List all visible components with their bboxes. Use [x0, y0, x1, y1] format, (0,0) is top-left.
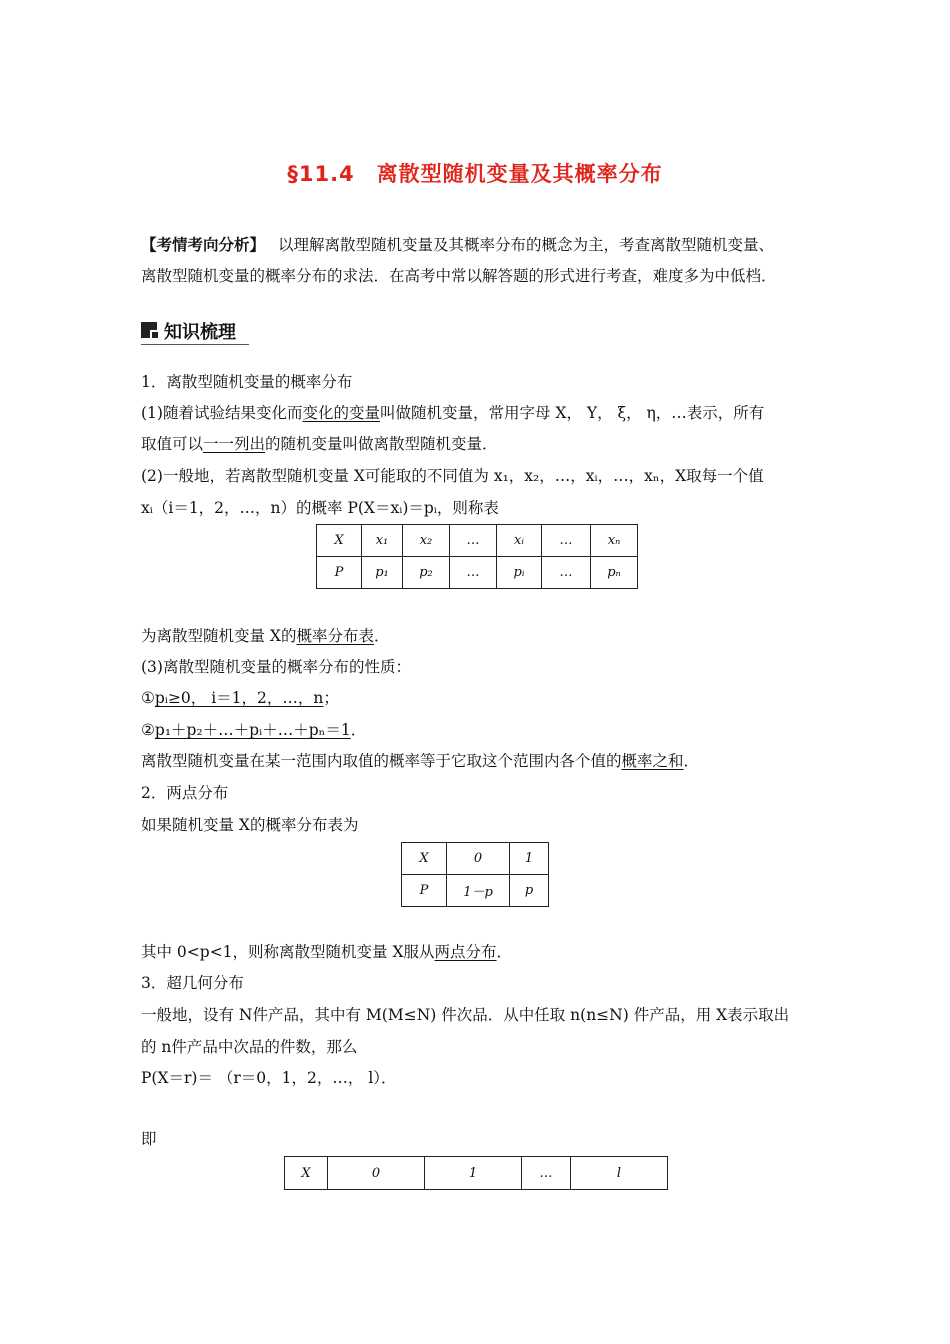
s1-p2b: xᵢ（i＝1，2，…，n）的概率 P(X＝xᵢ)＝pᵢ，则称表 [141, 499, 499, 517]
hypergeometric-table [284, 1156, 668, 1190]
s1-p2a: (2)一般地，若离散型随机变量 X可能取的不同值为 x₁，x₂，…，xᵢ，…，xₙ，X取每一个值 [141, 467, 764, 485]
s3-p4: 即 [141, 1130, 157, 1148]
text: ． [350, 721, 367, 739]
table-row [402, 843, 549, 875]
s1-p5 [141, 686, 339, 708]
table-cell: … [522, 1157, 571, 1190]
text: ； [323, 689, 339, 707]
section-square-icon-inner [152, 332, 158, 338]
table-cell: P [402, 875, 447, 907]
s2-heading: 2．两点分布 [141, 784, 229, 802]
table-cell: p [510, 875, 549, 907]
underlined-term: 一一列出 [203, 435, 266, 453]
text: ． [496, 943, 513, 961]
s1-heading: 1．离散型随机变量的概率分布 [141, 373, 353, 391]
section-header [141, 318, 249, 345]
text: 其中 0<p<1，则称离散型随机变量 X服从 [141, 943, 435, 961]
s3-p1: 一般地，设有 N件产品，其中有 M(M≤N) 件次品．从中任取 n(n≤N) 件产品，用 X表示取出 [141, 1006, 790, 1024]
text: ① [141, 689, 155, 707]
text: 的随机变量叫做离散型随机变量． [265, 435, 498, 453]
s3-heading: 3．超几何分布 [141, 974, 244, 992]
section-title: 知识梳理 [164, 322, 236, 343]
table-cell: pₙ [591, 557, 638, 589]
table-cell: xᵢ [497, 525, 542, 557]
table-cell: xₙ [591, 525, 638, 557]
table-cell: 1 [425, 1157, 522, 1190]
distribution-table [316, 524, 638, 589]
table-cell: x₂ [403, 525, 450, 557]
text: 离散型随机变量在某一范围内取值的概率等于它取这个范围内各个值的 [141, 752, 622, 770]
underlined-term: 变化的变量 [302, 404, 380, 422]
table-row [317, 525, 638, 557]
s2-p1: 如果随机变量 X的概率分布表为 [141, 816, 359, 834]
table-cell: 1－p [447, 875, 510, 907]
s1-p7 [141, 749, 699, 771]
s3-p2: 的 n件产品中次品的件数，那么 [141, 1038, 358, 1056]
s1-p4: (3)离散型随机变量的概率分布的性质： [141, 658, 411, 676]
intro-text-2: 离散型随机变量的概率分布的求法．在高考中常以解答题的形式进行考查，难度多为中低档． [141, 267, 777, 285]
text: (1)随着试验结果变化而 [141, 404, 303, 422]
text: 为离散型随机变量 X的 [141, 627, 297, 645]
intro-label: 【考情考向分析】 [141, 235, 266, 254]
text: 叫做随机变量，常用字母 X， Y， ξ， η，…表示，所有 [379, 404, 765, 422]
table-cell: 0 [447, 843, 510, 875]
table-cell: P [317, 557, 362, 589]
table-cell: 0 [328, 1157, 425, 1190]
intro-line-1 [141, 233, 774, 255]
s1-p1a [141, 401, 764, 423]
text: 取值可以 [141, 435, 204, 453]
text: ． [683, 752, 700, 770]
s1-p1b [141, 432, 498, 454]
table-cell: X [285, 1157, 328, 1190]
s2-p2 [141, 940, 512, 962]
underlined-term: p₁＋p₂＋…＋pᵢ＋…＋pₙ＝1 [154, 721, 351, 739]
table-cell: … [542, 525, 591, 557]
table-row [317, 557, 638, 589]
page-title: §11.4 离散型随机变量及其概率分布 [287, 162, 663, 186]
s1-p3 [141, 624, 390, 646]
table-cell: x₁ [362, 525, 403, 557]
table-row [285, 1157, 668, 1190]
table-cell: 1 [510, 843, 549, 875]
table-cell: pᵢ [497, 557, 542, 589]
underlined-term: 概率之和 [621, 752, 684, 770]
text: ② [141, 721, 155, 739]
table-cell: … [450, 557, 497, 589]
s3-p3: P(X＝r)＝ （r＝0，1，2，…， l）． [141, 1069, 397, 1087]
table-cell: l [571, 1157, 668, 1190]
table-cell: X [317, 525, 362, 557]
table-cell: … [542, 557, 591, 589]
table-cell: p₁ [362, 557, 403, 589]
s1-p6 [141, 718, 366, 740]
table-cell: X [402, 843, 447, 875]
table-row [402, 875, 549, 907]
intro-text-1: 以理解离散型随机变量及其概率分布的概念为主，考查离散型随机变量、 [277, 236, 774, 254]
underlined-term: 概率分布表 [296, 627, 374, 645]
table-cell: p₂ [403, 557, 450, 589]
underlined-term: 两点分布 [434, 943, 497, 961]
underlined-term: pᵢ≥0， i＝1，2，…，n [154, 689, 324, 707]
table-cell: … [450, 525, 497, 557]
text: ． [373, 627, 390, 645]
two-point-table [401, 842, 549, 907]
